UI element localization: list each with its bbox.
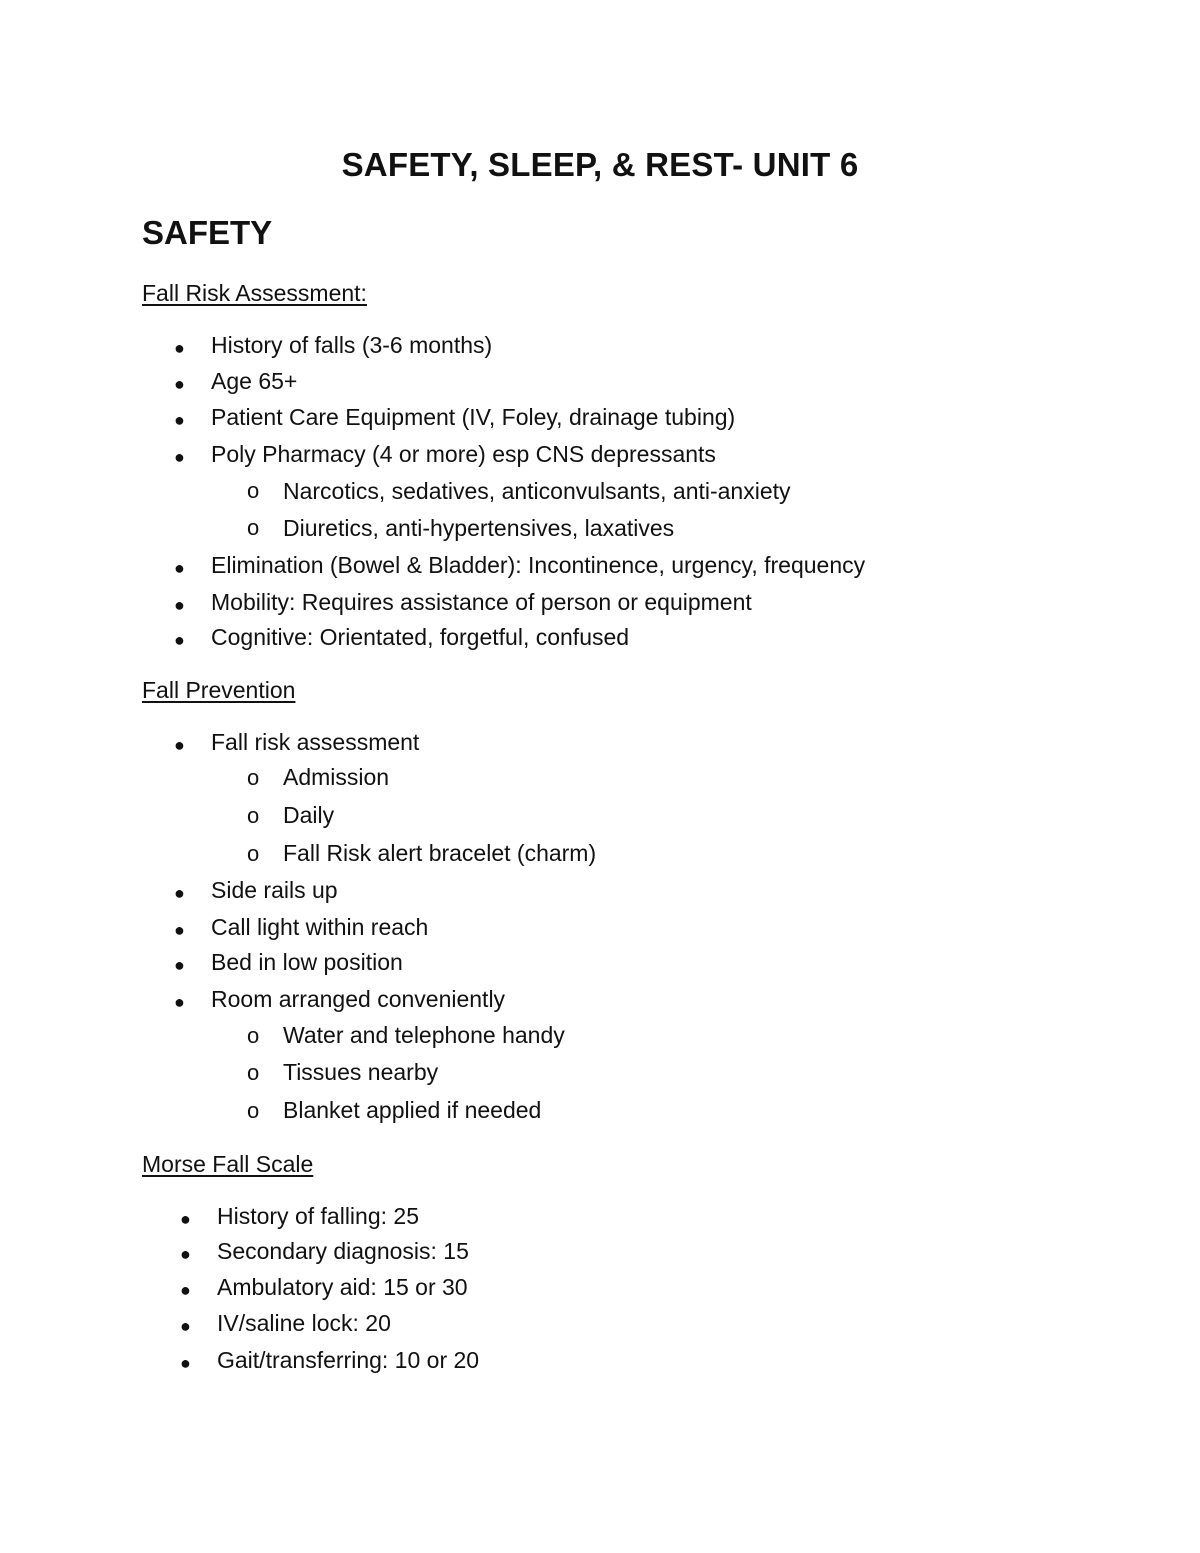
bullet-icon: ● — [174, 558, 185, 578]
sub-list-item: Admission — [283, 764, 390, 790]
list-item: Gait/transferring: 10 or 20 — [217, 1347, 480, 1373]
sub-list-item: Blanket applied if needed — [283, 1097, 542, 1123]
list-item: Secondary diagnosis: 15 — [217, 1238, 469, 1264]
circle-bullet-icon: o — [247, 841, 260, 866]
sub-list-item: Diuretics, anti-hypertensives, laxatives — [283, 515, 675, 541]
sub-list-item: Tissues nearby — [283, 1059, 439, 1085]
fall-risk-heading: Fall Risk Assessment: — [142, 280, 367, 306]
circle-bullet-icon: o — [247, 1060, 260, 1085]
bullet-icon: ● — [174, 920, 185, 940]
circle-bullet-icon: o — [247, 765, 260, 790]
sub-list-item: Daily — [283, 802, 335, 828]
list-item: Bed in low position — [211, 949, 403, 975]
circle-bullet-icon: o — [247, 1098, 260, 1123]
bullet-icon: ● — [180, 1280, 191, 1300]
circle-bullet-icon: o — [247, 1023, 260, 1048]
bullet-icon: ● — [180, 1316, 191, 1336]
circle-bullet-icon: o — [247, 515, 260, 540]
list-item: Fall risk assessment — [211, 729, 420, 755]
list-item: IV/saline lock: 20 — [217, 1310, 391, 1336]
bullet-icon: ● — [174, 883, 185, 903]
list-item: History of falling: 25 — [217, 1203, 419, 1229]
bullet-icon: ● — [174, 410, 185, 430]
list-item: Ambulatory aid: 15 or 30 — [217, 1274, 468, 1300]
bullet-icon: ● — [180, 1353, 191, 1373]
bullet-icon: ● — [174, 595, 185, 615]
bullet-icon: ● — [174, 338, 185, 358]
list-item: Side rails up — [211, 877, 338, 903]
list-item: Call light within reach — [211, 914, 429, 940]
bullet-icon: ● — [174, 630, 185, 650]
bullet-icon: ● — [180, 1209, 191, 1229]
list-item: Mobility: Requires assistance of person or equipment — [211, 589, 752, 615]
list-item: Patient Care Equipment (IV, Foley, drainage tubing) — [211, 404, 736, 430]
list-item: Age 65+ — [211, 368, 298, 394]
fall-prevention-heading: Fall Prevention — [142, 677, 296, 703]
sub-list-item: Narcotics, sedatives, anticonvulsants, anti-anxiety — [283, 478, 791, 504]
list-item: Poly Pharmacy (4 or more) esp CNS depressants — [211, 441, 716, 467]
bullet-icon: ● — [174, 992, 185, 1012]
list-item: Elimination (Bowel & Bladder): Incontinence, urgency, frequency — [211, 552, 866, 578]
list-item: History of falls (3-6 months) — [211, 332, 493, 358]
circle-bullet-icon: o — [247, 803, 260, 828]
sub-list-item: Water and telephone handy — [283, 1022, 565, 1048]
bullet-icon: ● — [174, 447, 185, 467]
circle-bullet-icon: o — [247, 478, 260, 503]
list-item: Cognitive: Orientated, forgetful, confused — [211, 624, 630, 650]
morse-fall-scale-heading: Morse Fall Scale — [142, 1151, 314, 1177]
bullet-icon: ● — [174, 374, 185, 394]
document-title: SAFETY, SLEEP, & REST- UNIT 6 — [341, 146, 859, 183]
bullet-icon: ● — [174, 735, 185, 755]
bullet-icon: ● — [174, 955, 185, 975]
list-item: Room arranged conveniently — [211, 986, 506, 1012]
section-heading-safety: SAFETY — [142, 214, 273, 251]
sub-list-item: Fall Risk alert bracelet (charm) — [283, 840, 597, 866]
bullet-icon: ● — [180, 1244, 191, 1264]
